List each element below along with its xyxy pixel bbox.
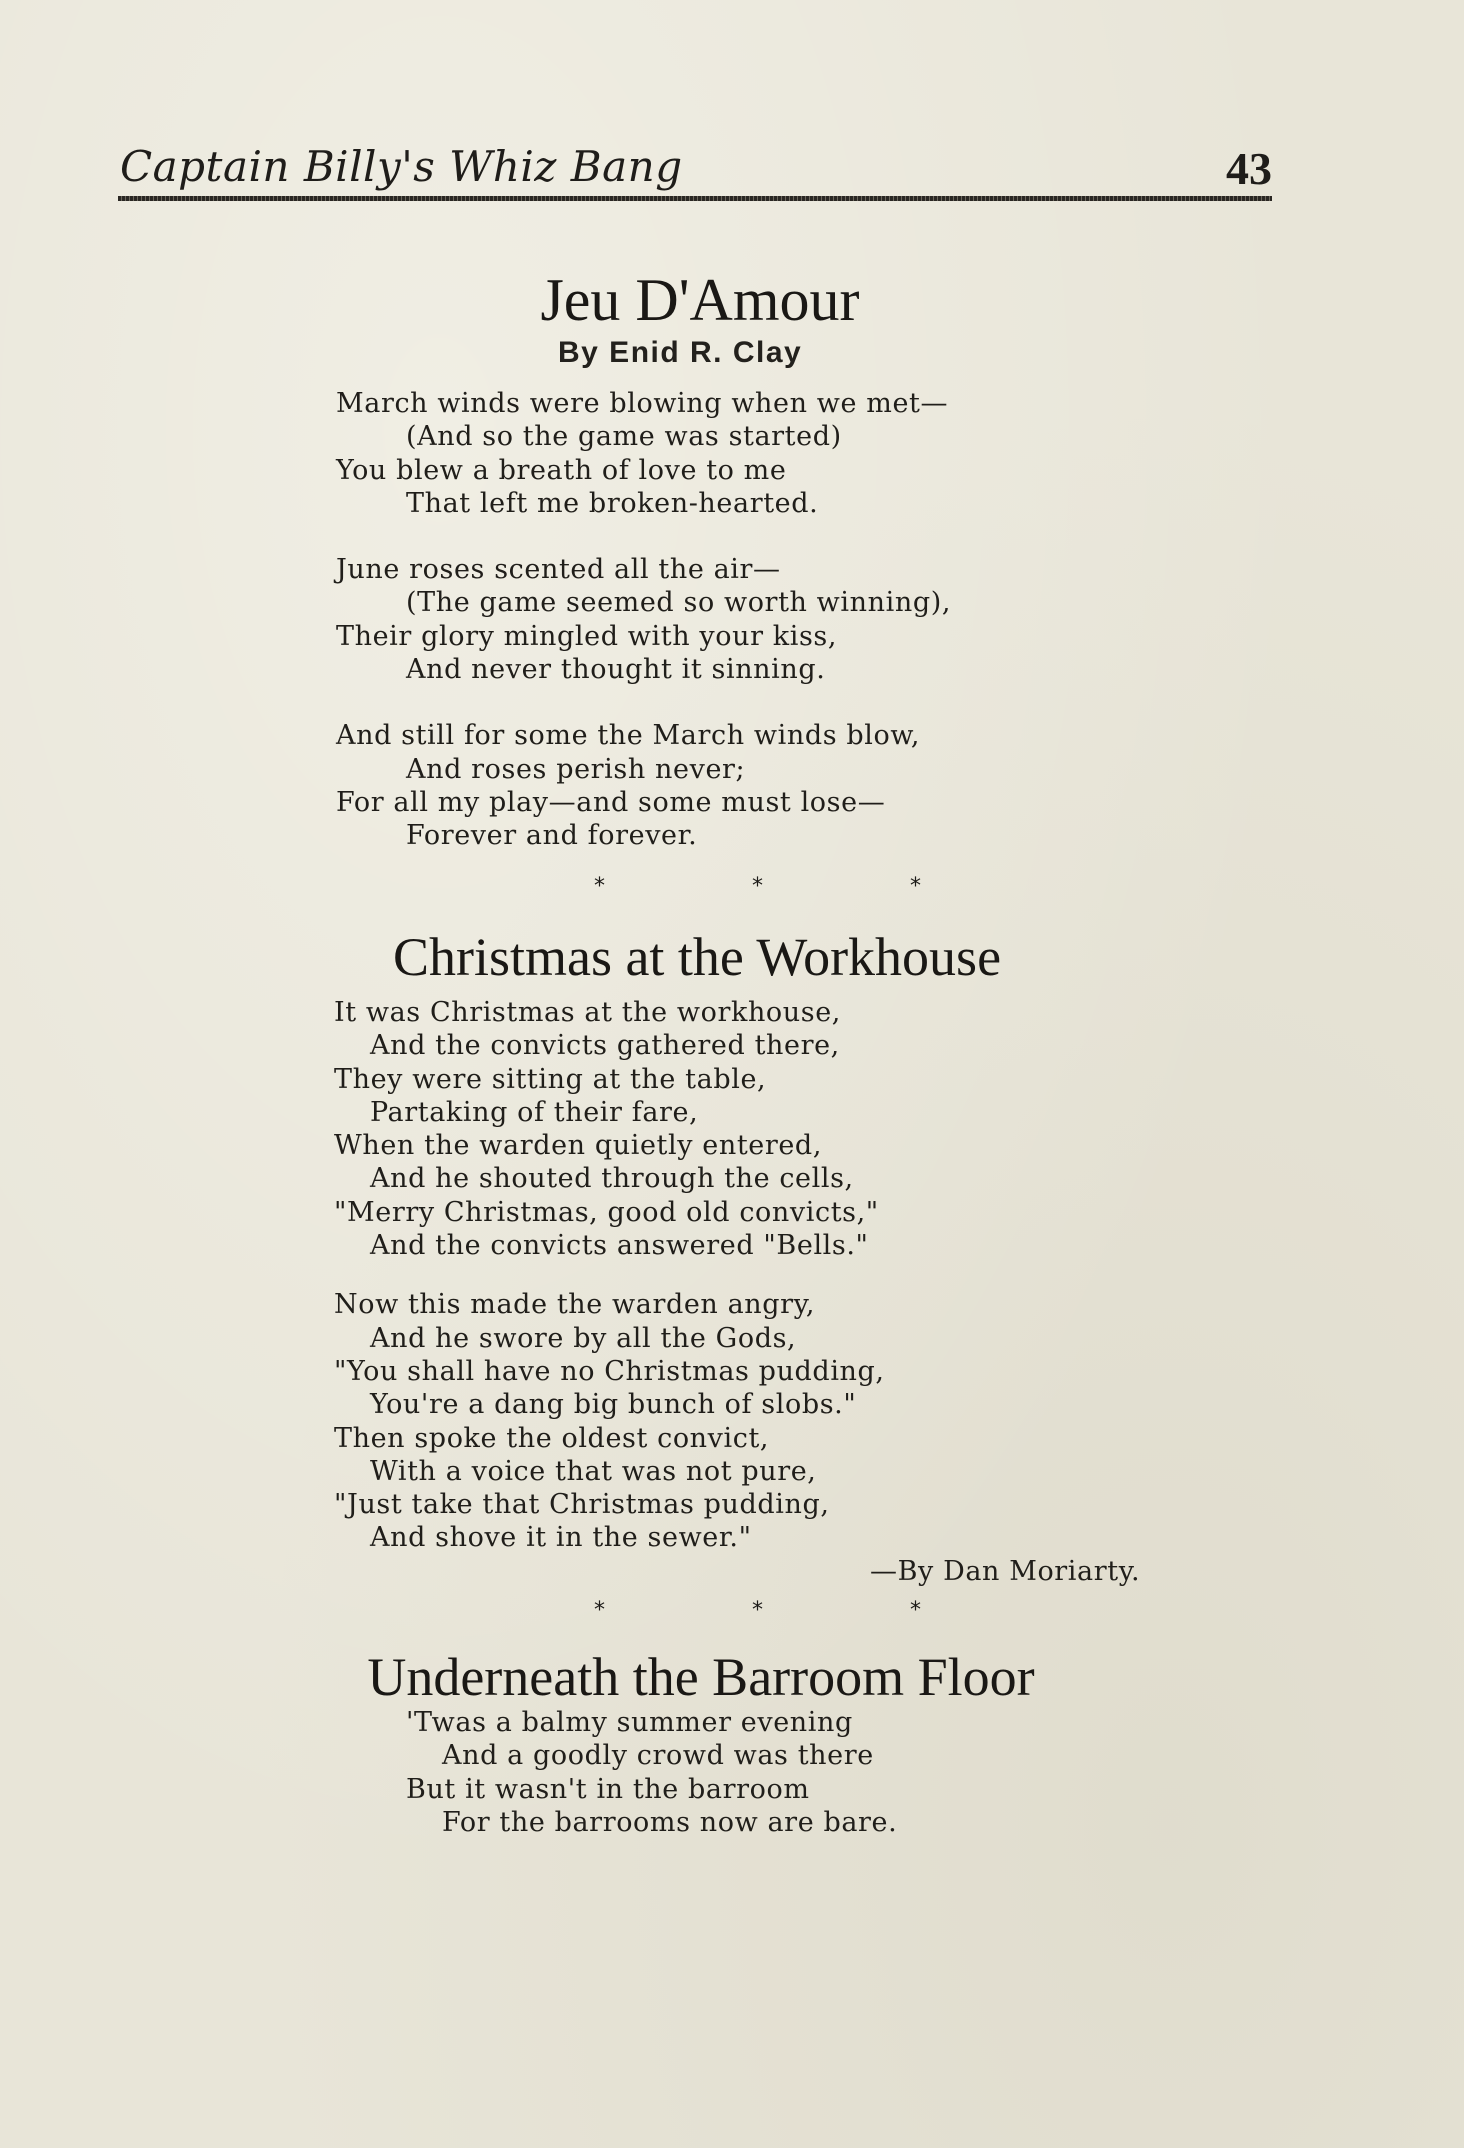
poem-line: And a goodly crowd was there — [442, 1740, 874, 1772]
poem-line: Now this made the warden angry, — [334, 1289, 816, 1321]
poem-line: With a voice that was not pure, — [370, 1455, 817, 1487]
section-ornament: * * * — [594, 874, 991, 899]
poem-line: And he swore by all the Gods, — [370, 1322, 797, 1354]
stanza-gap — [336, 686, 951, 719]
poem-line: (The game seemed so worth winning), — [406, 587, 952, 619]
poem-line: March winds were blowing when we met— — [336, 388, 949, 419]
stanza-gap — [336, 520, 951, 553]
poem-line: You blew a breath of love to me — [336, 454, 787, 486]
poem-title-christmas-workhouse: Christmas at the Workhouse — [392, 927, 1002, 987]
poem-line: And roses perish never; — [406, 753, 746, 785]
poem-line: 'Twas a balmy summer evening — [406, 1707, 853, 1738]
poem-line: They were sitting at the table, — [334, 1063, 767, 1095]
poem-line: And the convicts gathered there, — [370, 1030, 840, 1062]
stanza-gap — [334, 1262, 885, 1288]
poem-line: Forever and forever. — [406, 820, 698, 852]
poem-body-jeu-damour — [336, 387, 951, 853]
magazine-title: Captain Billy's Whiz Bang — [120, 142, 683, 191]
poem-line: Then spoke the oldest convict, — [334, 1422, 770, 1454]
poem-body-barroom-floor — [406, 1706, 897, 1839]
poem-line: And never thought it sinning. — [406, 654, 826, 686]
poem-line: "Just take that Christmas pudding, — [334, 1489, 830, 1521]
poem-line: And shove it in the sewer." — [370, 1522, 752, 1554]
poem-line: But it wasn't in the barroom — [406, 1773, 810, 1805]
header-rule — [118, 196, 1272, 201]
page-number: 43 — [1226, 143, 1272, 194]
poem-body-christmas-workhouse — [334, 996, 885, 1555]
running-head — [118, 138, 1272, 204]
poem-line: And he shouted through the cells, — [370, 1163, 854, 1195]
poem-line: That left me broken-hearted. — [406, 487, 819, 519]
poem-line: It was Christmas at the workhouse, — [334, 997, 841, 1028]
poem-line: "Merry Christmas, good old convicts," — [334, 1196, 879, 1228]
poem-line: (And so the game was started) — [406, 421, 842, 453]
poem-line: For the barrooms now are bare. — [442, 1806, 898, 1838]
poem-line: And still for some the March winds blow, — [336, 720, 921, 752]
poem-line: Their glory mingled with your kiss, — [336, 620, 838, 652]
poem-line: June roses scented all the air— — [336, 554, 781, 586]
poem-line: You're a dang big bunch of slobs." — [370, 1389, 857, 1421]
poem-title-barroom-floor: Underneath the Barroom Floor — [367, 1647, 1035, 1707]
poem-line: And the convicts answered "Bells." — [370, 1230, 869, 1262]
poem-line: Partaking of their fare, — [370, 1096, 699, 1128]
poem-title-jeu-damour: Jeu D'Amour — [540, 267, 860, 333]
poem-line: For all my play—and some must lose— — [336, 786, 886, 818]
poem-byline: By Enid R. Clay — [558, 336, 803, 369]
poem-line: When the warden quietly entered, — [334, 1130, 822, 1162]
section-ornament: * * * — [594, 1598, 991, 1623]
poem-credit: —By Dan Moriarty. — [870, 1556, 1141, 1587]
poem-line: "You shall have no Christmas pudding, — [334, 1355, 885, 1387]
